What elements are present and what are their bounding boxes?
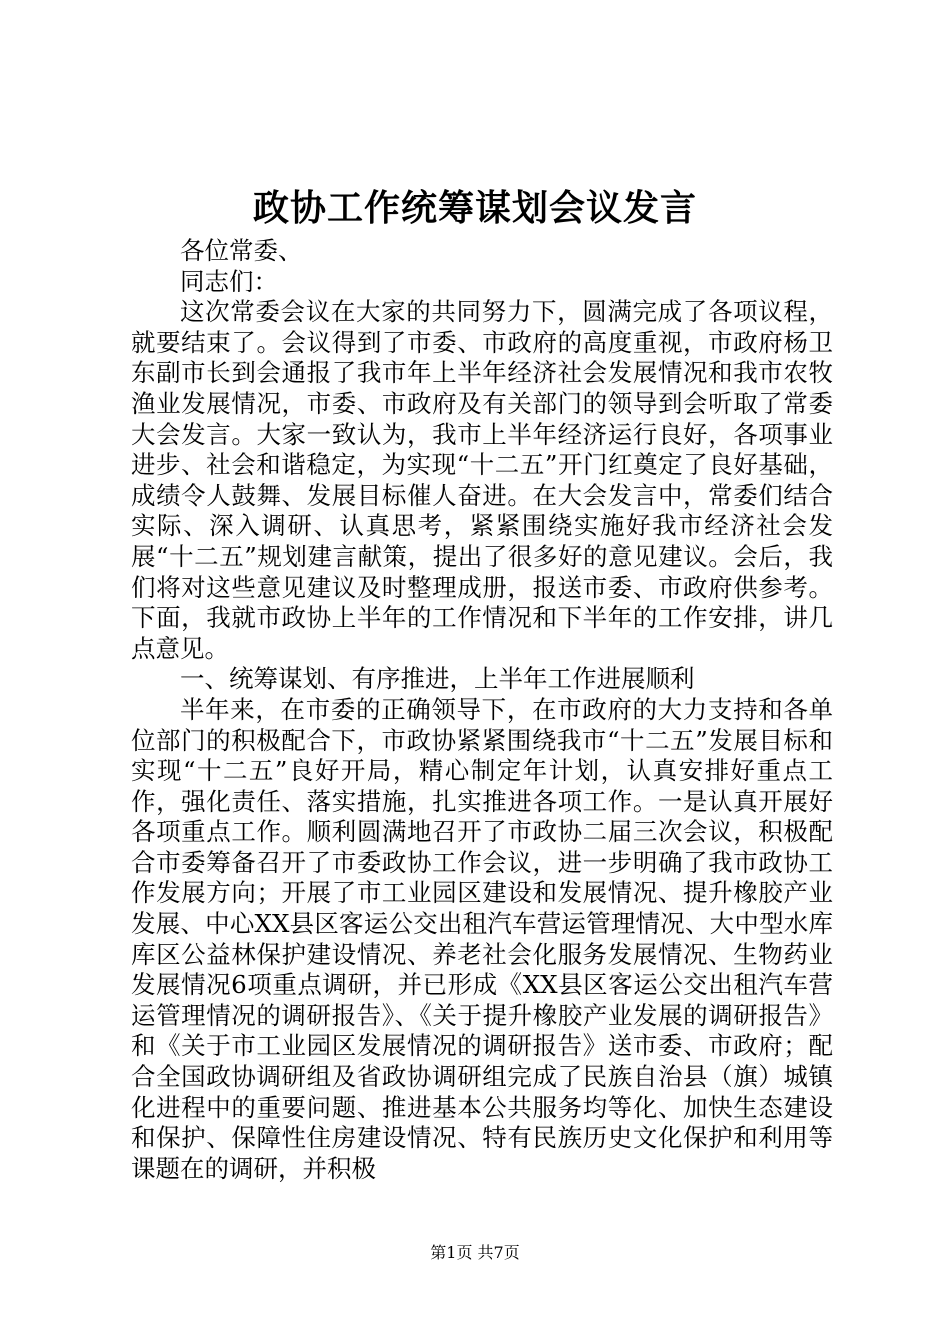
salutation-line: 各位常委、: [180, 236, 303, 265]
salutation-line: 同志们：: [180, 266, 278, 296]
document-body: [131, 236, 833, 1184]
section-heading: 一、统筹谋划、有序推进，上半年工作进展顺利: [180, 664, 695, 694]
body-paragraph: 这次常委会议在大家的共同努力下，圆满完成了各项议程，就要结束了。会议得到了市委、市政府的高度重视，市政府杨卫东副市长到会通报了我市年上半年经济社会发展情况和我市农牧渔业发展情况，市委、市政府及有关部门的领导到会听取了常委大会发言。大家一致认为，我市上半年经济运行良好，各项事业进步、社会和谐稳定，为实现“十二五”开门红奠定了良好基础，成绩令人鼓舞、发展目标催人奋进。在大会发言中，常委们结合实际、深入调研、认真思考，紧紧围绕实施好我市经济社会发展“十二五”规划建言献策，提出了很多好的意见建议。会后，我们将对这些意见建议及时整理成册，报送市委、市政府供参考。下面，我就市政协上半年的工作情况和下半年的工作安排，讲几点意见。: [131, 297, 833, 663]
document-title: 政协工作统筹谋划会议发言: [252, 187, 697, 229]
page-number-footer: 第1页 共7页: [430, 1243, 520, 1262]
body-paragraph: 半年来，在市委的正确领导下，在市政府的大力支持和各单位部门的积极配合下，市政协紧紧围绕我市“十二五”发展目标和实现“十二五”良好开局，精心制定年计划，认真安排好重点工作，强化责任、落实措施，扎实推进各项工作。一是认真开展好各项重点工作。顺利圆满地召开了市政协二届三次会议，积极配合市委筹备召开了市委政协工作会议，进一步明确了我市政协工作发展方向；开展了市工业园区建设和发展情况、提升橡胶产业发展、中心XX县区客运公交出租汽车营运管理情况、大中型水库库区公益林保护建设情况、养老社会化服务发展情况、生物药业发展情况6项重点调研，并已形成《XX县区客运公交出租汽车营运管理情况的调研报告》、《关于提升橡胶产业发展的调研报告》和《关于市工业园区发展情况的调研报告》送市委、市政府；配合全国政协调研组及省政协调研组完成了民族自治县（旗）城镇化进程中的重要问题、推进基本公共服务均等化、加快生态建设和保护、保障性住房建设情况、特有民族历史文化保护和利用等课题在的调研，并积极: [131, 694, 833, 1183]
